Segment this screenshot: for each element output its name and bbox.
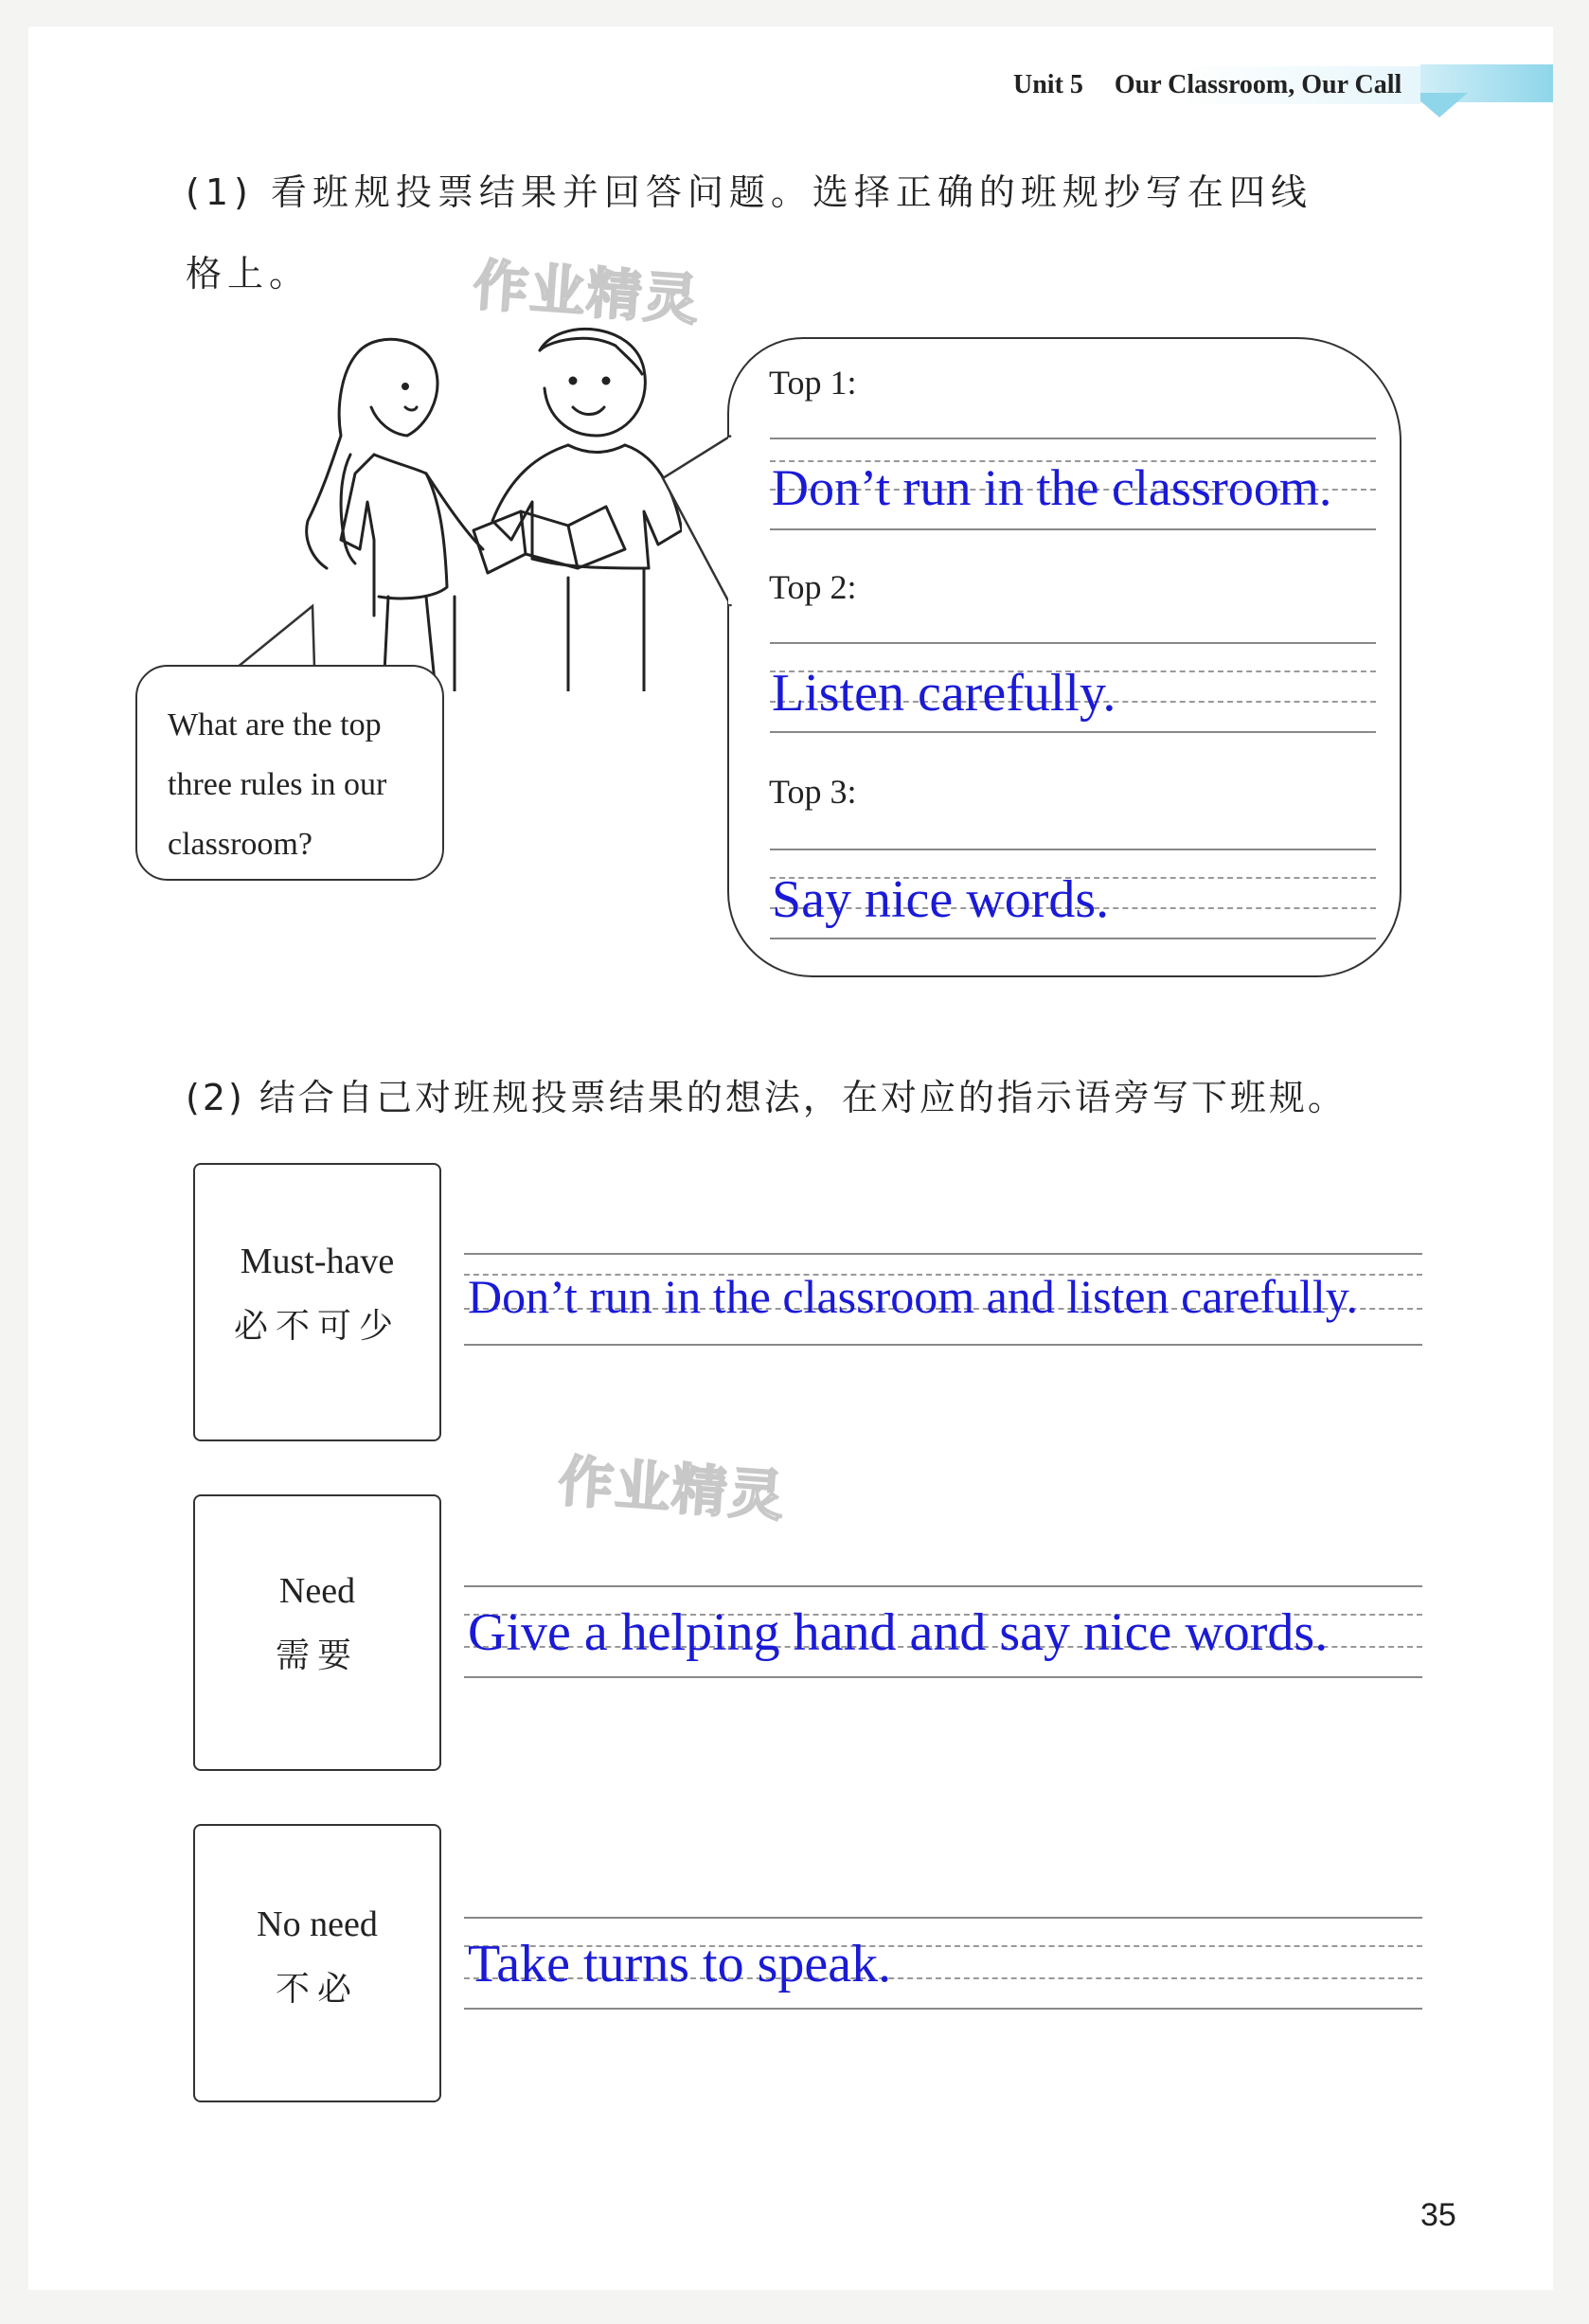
need-zh: 需要 <box>275 1636 359 1675</box>
top-3-label: Top 3: <box>769 773 857 811</box>
need-answer: Give a helping hand and say nice words. <box>468 1603 1329 1662</box>
boy-head <box>540 329 645 436</box>
need-box <box>193 1494 441 1771</box>
unit-title: Our Classroom, Our Call <box>1114 70 1402 99</box>
part1-instruction-line2: 格上。 <box>186 253 312 295</box>
girl-hair <box>307 350 360 568</box>
no-need-box <box>193 1824 441 2102</box>
must-have-box <box>193 1163 441 1441</box>
question-line-3: classroom? <box>168 827 312 862</box>
must-have-zh: 必不可少 <box>233 1307 401 1346</box>
no-need-answer: Take turns to speak. <box>468 1935 892 1993</box>
girl-head <box>360 339 437 436</box>
page-number: 35 <box>1420 2197 1456 2233</box>
watermark: 作业精灵 <box>471 252 703 333</box>
top-1-label: Top 1: <box>769 364 857 402</box>
question-bubble <box>135 665 444 881</box>
part2-instruction: (2) 结合自己对班规投票结果的想法，在对应的指示语旁写下班规。 <box>186 1077 1347 1118</box>
top-3-answer: Say nice words. <box>772 870 1110 929</box>
running-header <box>1013 66 1420 104</box>
watermark-2: 作业精灵 <box>556 1448 788 1529</box>
top-2-label: Top 2: <box>769 568 857 606</box>
need-label: Need <box>278 1571 356 1611</box>
no-need-zh: 不必 <box>275 1970 359 2009</box>
question-line-1: What are the top <box>168 707 382 742</box>
top-1-answer: Don’t run in the classroom. <box>772 459 1332 516</box>
part1-instruction-line1: (1) 看班规投票结果并回答问题。选择正确的班规抄写在四线 <box>186 171 1312 213</box>
unit-label: Unit 5 <box>1013 70 1083 99</box>
must-have-label: Must-have <box>240 1242 395 1281</box>
question-line-2: three rules in our <box>168 767 387 802</box>
must-have-answer: Don’t run in the classroom and listen carefully. <box>468 1270 1359 1323</box>
no-need-label: No need <box>257 1904 378 1944</box>
students-illustration <box>284 313 682 691</box>
top-2-answer: Listen carefully. <box>772 664 1116 723</box>
